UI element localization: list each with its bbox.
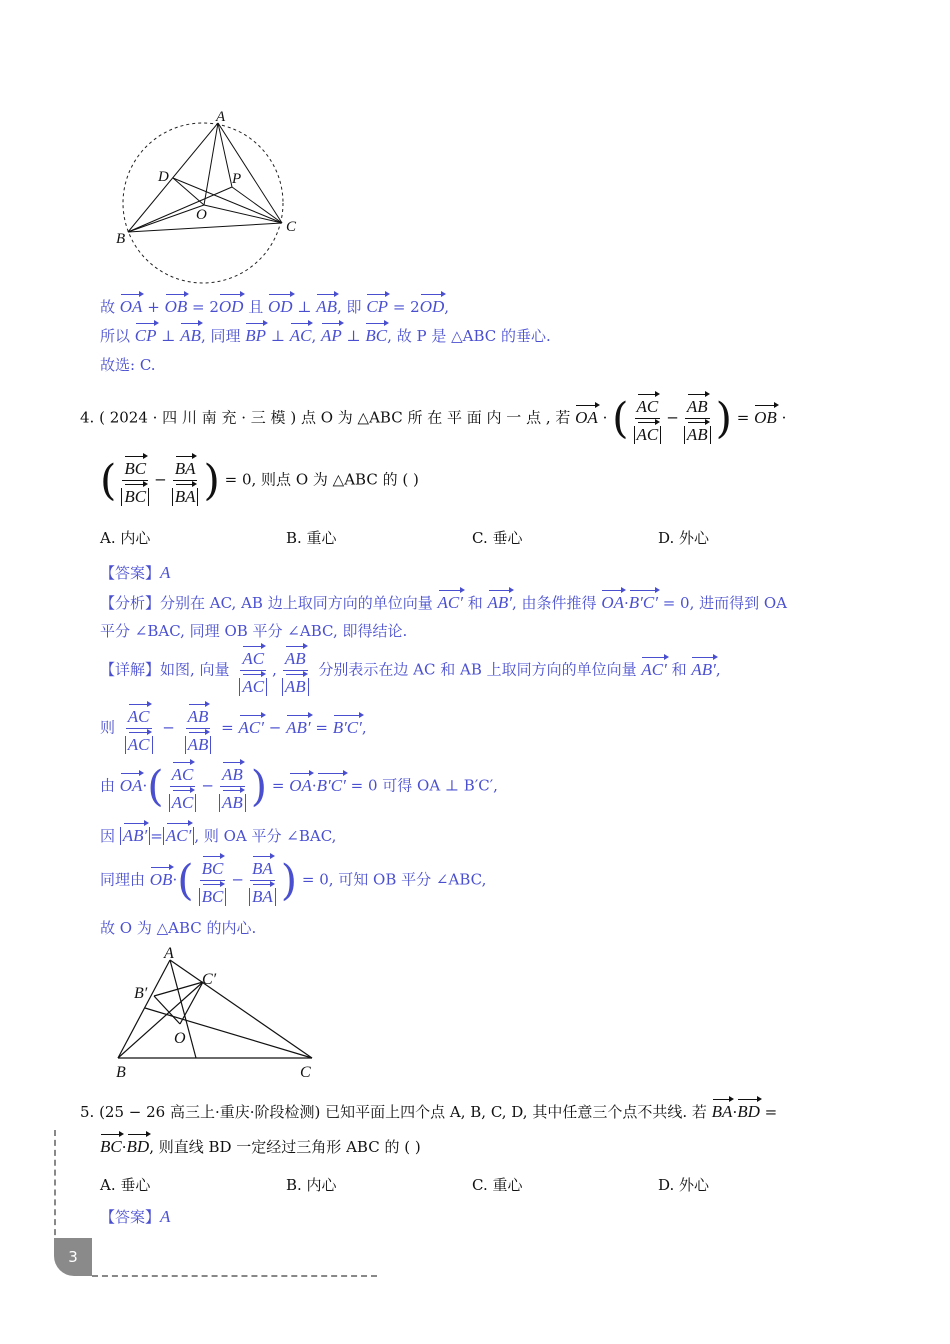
q5-line1: 5. (25 − 26 高三上·重庆·阶段检测) 已知平面上四个点 A, B, C, D, 其中任意三个点不共线. 若 BA·BD = [80,1098,777,1122]
text: 5. (25 − 26 高三上·重庆·阶段检测) 已知平面上四个点 A, B, C, D, 其中任意三个点不共线. 若 [80,1103,712,1121]
text: = 0, 则点 O 为 △ABC 的 ( ) [219,470,419,489]
text: = [216,718,239,737]
q4-option-c: C. 垂心 [472,529,523,547]
text: = [310,718,333,737]
q4-detail-line3: 由 OA·( $\frac{AC}{AC}$ − $\frac{AB}{AB}$ ) = OA·B′C′ = 0 可得 OA ⊥ B′C′, [100,761,498,812]
fraction [123,703,155,754]
q5-option-d: D. 外心 [658,1176,710,1194]
text: 所以 [100,327,135,345]
text: = [732,408,755,427]
text: ⊥ [292,298,317,316]
vector: AC′ [438,589,463,611]
text: 且 [243,298,268,316]
text: − [263,718,287,737]
text: , 即 [337,298,367,316]
q4-detail-line6: 故 O 为 △ABC 的内心. [100,919,257,937]
vector: AC [242,645,264,667]
vector: OB [165,293,188,315]
text: , [311,327,321,345]
q4-option-d: D. 外心 [658,529,710,547]
text: = 2 [187,298,219,316]
text: , [361,718,367,737]
fraction [167,761,199,812]
q5-option-c: C. 重心 [472,1176,523,1194]
text: = 0, 可知 OB 平分 ∠ABC, [297,870,487,889]
text: 因 [100,827,120,845]
text: , 则直线 BD 一定经过三角形 ABC 的 ( ) [149,1138,421,1156]
q4-analysis-line1: 【分析】分别在 AC, AB 边上取同方向的单位向量 AC′ 和 AB′, 由条件推得 OA·B′C′ = 0, 进而得到 OA [100,589,787,613]
fraction [197,855,229,906]
vector: AB [222,761,243,783]
vector: OA [120,293,143,315]
q5-answer [100,1206,170,1227]
footer-dashed-line [92,1275,377,1277]
vector: AB [188,731,209,753]
vector: AC [172,761,194,783]
q5-option-b: B. 内心 [286,1176,337,1194]
label-A: A [164,945,174,962]
text: 由 [100,776,120,795]
vector: OD [219,293,244,315]
detail-tag: 【详解】 [100,660,161,679]
q4-detail-line1: 【详解】如图, 向量 $\frac{AC}{AC}$ , $\frac{AB}{AB}$ 分别表示在边 AC 和 AB 上取同方向的单位向量 AC′ 和 AB′, [100,645,721,696]
vector: AC [637,393,659,415]
text: ⊥ [266,327,290,345]
text: 如图, 向量 [160,660,235,679]
vector: OA [601,589,624,611]
vector: B′C′ [333,714,362,736]
vector: OD [420,293,445,315]
vector: AC [128,731,150,753]
answer-tag: 【答案】 [100,1208,161,1226]
vector: OB [150,866,173,888]
vector: BC [365,322,387,344]
vector: CP [135,322,157,344]
fraction [217,761,248,812]
label-P: P [232,171,242,187]
label-B: B [116,231,126,247]
vector: AC [128,703,150,725]
q4-detail-line5: 同理由 OB·( $\frac{BC}{BC}$ − $\frac{BA}{BA}$ ) = 0, 可知 OB 平分 ∠ABC, [100,855,487,906]
vector: AC [290,322,312,344]
text: , 同理 [200,327,246,345]
vector: AC [242,673,264,695]
text: 和 [462,594,488,612]
vector: AC′ [641,656,666,678]
vector: BA [175,483,196,505]
vector: BC [124,483,146,505]
text: + [142,298,165,316]
vector: BC [202,883,224,905]
fraction [247,855,278,906]
vector: AB′ [691,656,716,678]
sol3-line3: 故选: C. [100,356,156,374]
vector: AC [637,421,659,443]
fraction [682,393,713,444]
fraction [237,645,269,696]
text: , 故 P 是 △ABC 的垂心. [387,327,551,345]
vector: AB [180,322,201,344]
answer-value: A [160,1207,171,1226]
vector: BC [202,855,224,877]
text: = 0 可得 OA ⊥ B′C′, [345,776,498,795]
text: − [157,718,180,737]
text: , [715,660,721,679]
analysis-tag: 【分析】 [100,594,161,612]
label-A: A [216,109,226,125]
vector: BA [712,1098,733,1120]
text: 故 [100,298,120,316]
vector: AB′ [286,714,311,736]
text: 同理由 [100,870,150,889]
vector: AP [321,322,342,344]
vector: BA [175,455,196,477]
fraction [183,703,214,754]
vector: OD [268,293,293,315]
answer-value: A [160,563,171,582]
text: , [444,298,450,316]
text: · [776,408,787,427]
q5-line2: BC·BD, 则直线 BD 一定经过三角形 ABC 的 ( ) [100,1133,421,1157]
vector: AC′ [239,714,264,736]
text: 分别在 AC, AB 边上取同方向的单位向量 [160,594,438,612]
q4-option-a: A. 内心 [100,529,151,547]
figure-incenter-diagram [110,942,325,1082]
text: , 则 OA 平分 ∠BAC, [194,827,337,845]
text: 分别表示在边 AC 和 AB 上取同方向的单位向量 [313,660,642,679]
label-C: C [286,219,297,235]
sol3-line1 [100,293,449,317]
vector: BC [100,1133,122,1155]
q4-detail-line4: 因 AB′ = AC′ , 则 OA 平分 ∠BAC, [100,822,336,846]
vector: AB [687,421,708,443]
label-C-prime: C′ [202,971,217,988]
vector: AB [188,703,209,725]
vector: BD [737,1098,760,1120]
vector: OA [289,772,312,794]
text: 4. ( 2024 · 四 川 南 充 · 三 模 ) 点 O 为 △ABC 所 在 平 面 内 一 点 , 若 [80,408,576,427]
figure-circumcircle-diagram [110,105,310,295]
vector: BA [252,883,273,905]
text: ⊥ [341,327,366,345]
fraction [632,393,664,444]
q4-detail-line2 [100,703,367,754]
text: = 2 [388,298,420,316]
vector: OA [120,772,143,794]
label-O: O [174,1030,186,1047]
vector: OA [575,404,598,426]
label-C: C [300,1064,311,1081]
label-D: D [158,169,169,185]
vector: BA [252,855,273,877]
q4-answer [100,562,170,583]
sol3-line2 [100,322,551,346]
text: 和 [666,660,692,679]
text: = [267,776,290,795]
text: = [759,1103,778,1121]
vector: AB [222,789,243,811]
vector: AB′ [123,822,148,844]
margin-dashed-line [54,1130,56,1245]
q4-analysis-line2: 平分 ∠BAC, 同理 OB 平分 ∠ABC, 即得结论. [100,622,408,640]
vector: CP [366,293,388,315]
label-B: B [116,1064,126,1081]
text: ⊥ [156,327,181,345]
fraction [280,645,311,696]
q4-line1: 4. ( 2024 · 四 川 南 充 · 三 模 ) 点 O 为 △ABC 所 在 平 面 内 一 点 , 若 OA · ( $\frac{AC}{AC}$ − $\frac{AB}{AB}$ ) = OB · [80,393,787,444]
text: = 0, 进而得到 OA [657,594,788,612]
vector: BD [127,1133,150,1155]
vector: AB [285,645,306,667]
fraction [170,455,201,506]
fraction [119,455,151,506]
label-O: O [196,207,207,223]
text: 则 [100,718,120,737]
vector: BC [124,455,146,477]
q4-line2: ( $\frac{BC}{BC}$ − $\frac{BA}{BA}$ ) = 0, 则点 O 为 △ABC 的 ( ) [100,455,419,506]
text: , 由条件推得 [512,594,602,612]
vector: AB [316,293,337,315]
circumcircle [123,123,283,283]
vector: AC [172,789,194,811]
answer-tag: 【答案】 [100,564,161,582]
q5-option-a: A. 垂心 [100,1176,151,1194]
vector: B′C′ [317,772,346,794]
vector: OB [754,404,777,426]
page-number: 3 [54,1238,92,1276]
vector: AB′ [488,589,513,611]
vector: AC′ [166,822,191,844]
vector: BP [245,322,266,344]
label-B-prime: B′ [134,985,148,1002]
vector: AB [687,393,708,415]
q4-option-b: B. 重心 [286,529,337,547]
vector: AB [285,673,306,695]
vector: B′C′ [629,589,658,611]
